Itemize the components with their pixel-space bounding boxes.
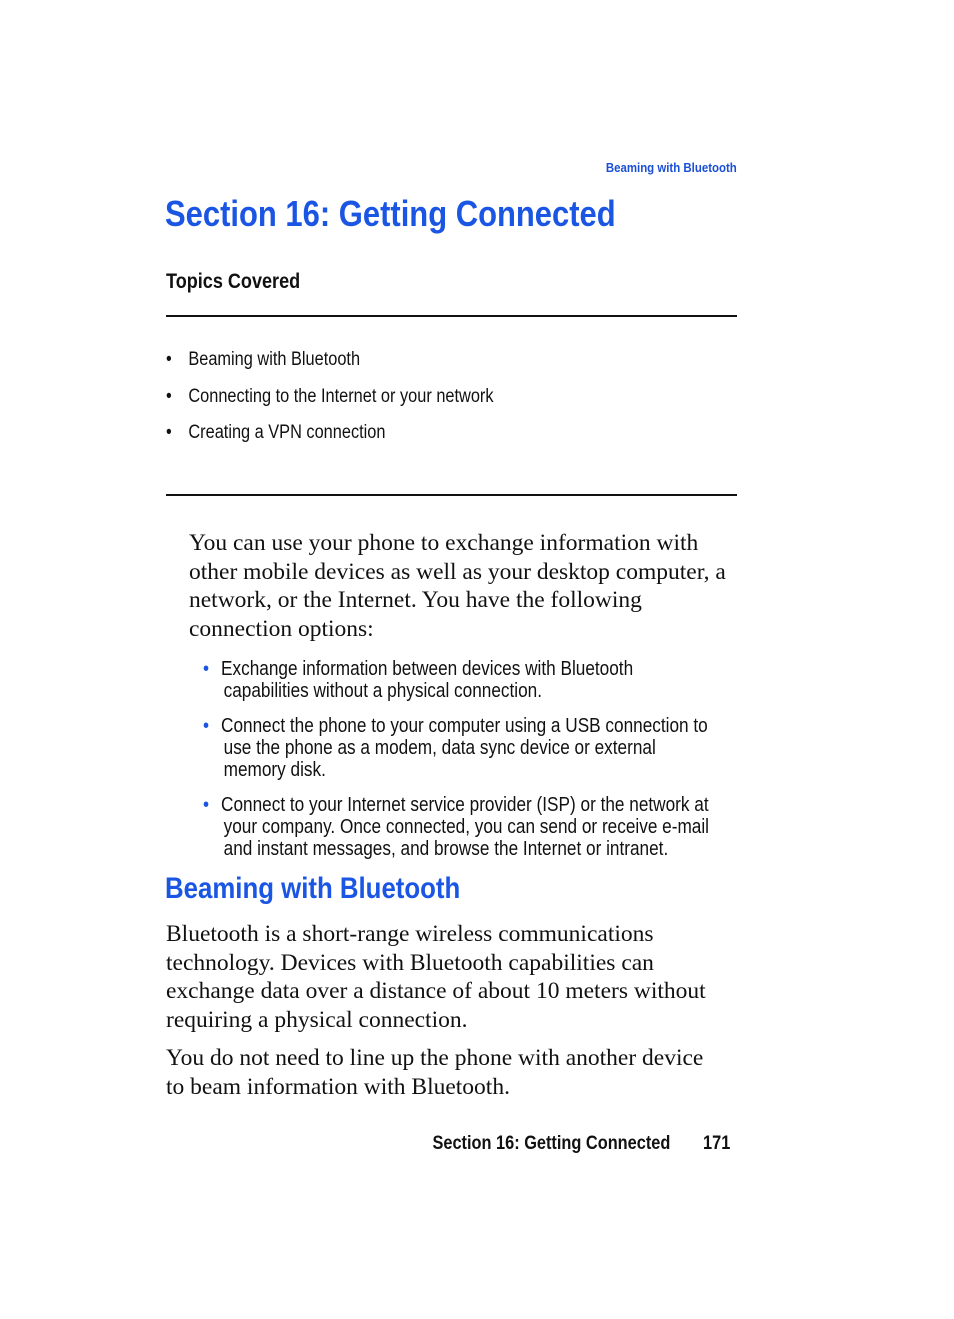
option-text: Connect to your Internet service provider (ISP) or the network at your company. Once connected, you can send or receive e-mail and instant messages, and browse the Internet or intranet. xyxy=(221,794,710,860)
option-text: Exchange information between devices with Bluetooth capabilities without a physical connection. xyxy=(221,658,634,702)
topics-list-item xyxy=(166,386,494,423)
footer-section-title: Section 16: Getting Connected xyxy=(432,1133,671,1154)
topics-top-rule xyxy=(166,315,737,317)
option-text: Connect the phone to your computer using a USB connection to use the phone as a modem, data sync device or external memory disk. xyxy=(221,715,708,781)
topics-bottom-rule xyxy=(166,494,737,496)
topics-list-item xyxy=(166,422,494,459)
running-header: Beaming with Bluetooth xyxy=(606,160,737,175)
option-item xyxy=(203,794,719,860)
bullet-icon: • xyxy=(203,715,210,737)
topic-label: Creating a VPN connection xyxy=(188,422,386,443)
topics-list xyxy=(166,349,547,459)
topic-label: Connecting to the Internet or your network xyxy=(188,385,494,407)
bullet-icon: • xyxy=(203,794,210,816)
topic-label: Beaming with Bluetooth xyxy=(188,349,361,370)
bluetooth-heading: Beaming with Bluetooth xyxy=(165,872,461,905)
option-item xyxy=(203,658,719,702)
option-item xyxy=(203,715,719,781)
bullet-icon: • xyxy=(166,349,172,370)
bullet-icon: • xyxy=(166,422,172,443)
intro-paragraph: You can use your phone to exchange information with other mobile devices as well as your desktop computer, a network, or the Internet. You have the following connection options: xyxy=(189,530,726,642)
bullet-icon: • xyxy=(166,385,172,407)
bluetooth-paragraph-1: Bluetooth is a short-range wireless communications technology. Devices with Bluetooth capabilities can exchange data over a distance of about 10 meters without requiring a physical connection. xyxy=(166,921,706,1033)
page-number: 171 xyxy=(702,1133,730,1154)
topics-heading: Topics Covered xyxy=(166,270,301,293)
bullet-icon: • xyxy=(203,658,210,680)
topics-list-item xyxy=(166,349,494,386)
bluetooth-paragraph-2: You do not need to line up the phone with another device to beam information with Bluetooth. xyxy=(166,1045,704,1100)
connection-options-list xyxy=(203,658,803,873)
page-footer xyxy=(432,1133,730,1155)
section-title: Section 16: Getting Connected xyxy=(165,193,616,234)
